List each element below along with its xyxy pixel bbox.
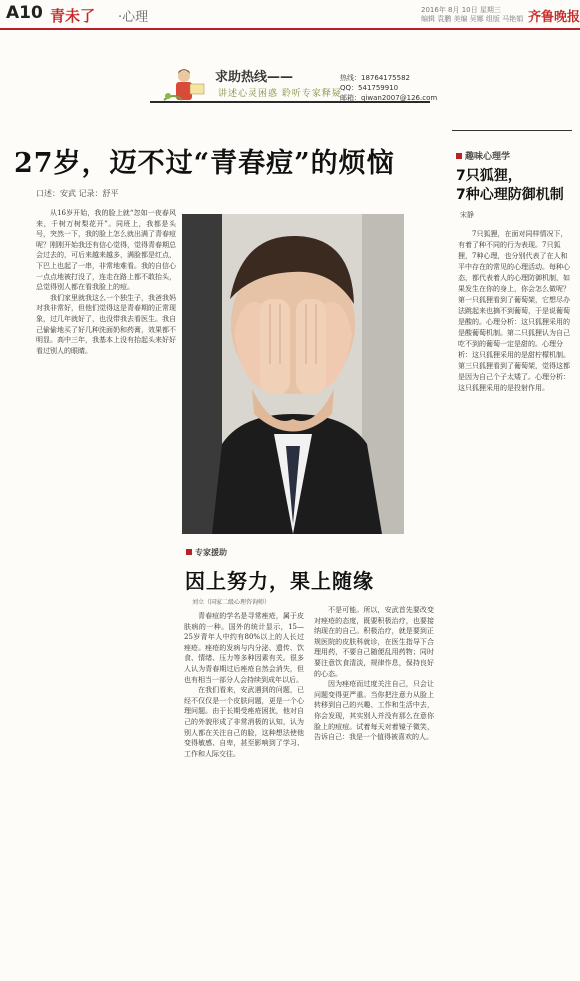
article-paragraph: 我们家里就我这么一个独生子，我爸我妈对我非常好，但他们觉得这是青春期的正常现象，过几年就好了，也没带我去看医生。我自己偷偷地买了好几种洗面奶和药膏，效果都不明显。高中三年，我基本上没有抬起头来好好看过别人的眼睛。 xyxy=(36,293,176,355)
callout-author: 刘立（国家二级心理咨询师） xyxy=(192,599,271,606)
sidebar-title-line2: 7种心理防御机制 xyxy=(456,187,564,203)
sidebar-title xyxy=(456,167,564,205)
date-info xyxy=(421,6,531,24)
article-headline: 27岁，迈不过“青春痘”的烦恼 xyxy=(14,148,395,179)
date-line: 2016年 8月 10日 星期三 xyxy=(421,6,501,14)
reading-girl-illustration xyxy=(160,66,220,106)
man-covering-face-photo xyxy=(182,214,404,534)
sidebar-label: 趣味心理学 xyxy=(456,149,510,162)
page-number: A10 xyxy=(6,3,43,23)
email-address: qiwan2007@126.com xyxy=(361,94,438,102)
email-label: 邮箱： xyxy=(340,94,361,102)
sidebar-title-line1: 7只狐狸， xyxy=(456,168,522,184)
article-byline: 口述：安武 记录：舒平 xyxy=(36,189,119,198)
editor-line: 编辑 袁鹏 美编 吴娜 组版 马艳娟 xyxy=(421,15,524,23)
hotline-subtitle: 讲述心灵困惑 聆听专家释疑 xyxy=(218,89,342,99)
qq-number: 541759910 xyxy=(358,84,399,92)
phone-label: 热线： xyxy=(340,74,361,82)
expert-help-tag: 专家援助 xyxy=(186,547,227,558)
subsection-name: ·心理 xyxy=(118,10,149,25)
article-paragraph: 在我们看来，安武遇到的问题，已经不仅仅是一个皮肤问题，更是一个心理问题。由于长期受痤疮困扰，他对自己的外貌形成了非常消极的认知，认为别人都在关注自己的脸，这种想法使他变得敏感、自卑，甚至影响到了学习、工作和人际交往。 xyxy=(184,686,304,758)
article-paragraph: 青春痘的学名是寻常痤疮，属于皮肤病的一种。国外的统计显示，15—25岁青年人中约有80%以上的人长过痤疮。痤疮的发病与内分泌、遗传、饮食、情绪、压力等多种因素有关。很多人认为青春期过后痤疮自然会消失，但也有相当一部分人会持续到成年以后。 xyxy=(184,612,304,684)
page-header xyxy=(0,0,580,30)
sidebar-author: 宋静 xyxy=(460,211,474,219)
article-column-2 xyxy=(184,611,304,976)
phone-number: 18764175582 xyxy=(361,74,410,82)
section-name: 青未了 xyxy=(50,7,96,25)
hotline-contacts xyxy=(340,73,437,103)
sidebar-body: 7只狐狸，在面对同样情况下，有着了种不同的行为表现。7只狐狸，7种心理，也分别代表了在人和平中存在的常见的心理活动。每种心态，都代表着人的心理防御机制，如果发生在你的身上，你会怎么做呢？第一只狐狸看到了葡萄架，它想尽办法跳起来也摘不到葡萄，于是说葡萄是酸的。心理分析：这只狐狸采用的是酸葡萄机制。第二只狐狸认为自己吃不到的葡萄一定是甜的。心理分析：这只狐狸采用的是甜柠檬机制。第三只狐狸看到了葡萄架，觉得这都是因为自己个子太矮了。心理分析：这只狐狸采用的是投射作用。 xyxy=(458,230,570,392)
qq-label: QQ： xyxy=(340,84,359,92)
article-column-1 xyxy=(36,208,176,978)
article-paragraph: 不是可能。所以，安武首先要改变对痤疮的态度，既要积极治疗，也要接纳现在的自己。积极治疗，就是要到正规医院的皮肤科就诊，在医生指导下合理用药，不要自己随便乱用药物；同时要注意饮食清淡，规律作息，保持良好的心态。 xyxy=(314,606,434,678)
article-paragraph: 因为痤疮而过度关注自己，只会让问题变得更严重。当你把注意力从脸上转移到自己的兴趣、工作和生活中去，你会发现，其实别人并没有那么在意你脸上的痘痘。试着每天对着镜子微笑，告诉自己：我是一个值得被喜欢的人。 xyxy=(314,680,434,742)
sidebar-divider xyxy=(452,130,572,131)
newspaper-logo: 齐鲁晚报 xyxy=(528,10,580,25)
article-photo xyxy=(182,214,404,534)
article-paragraph: 从16岁开始，我的脸上就“忽如一夜春风来，千树万树梨花开”。同班上，我都是头号，突然一下，我的脸上怎么就出满了青春痘呢？刚刚开始我还有信心觉得，觉得青春期总会过去的，可后来越来越多，满脸都是红点，下巴上也起了一串，非常地难看。我的自信心一点点地被打没了，连走在路上都不敢抬头，总觉得别人都在看我脸上的痘。 xyxy=(36,209,176,292)
callout-title: 因上努力，果上随缘 xyxy=(185,569,374,593)
article-column-3 xyxy=(314,605,434,975)
hotline-title: 求助热线—— xyxy=(215,70,294,85)
